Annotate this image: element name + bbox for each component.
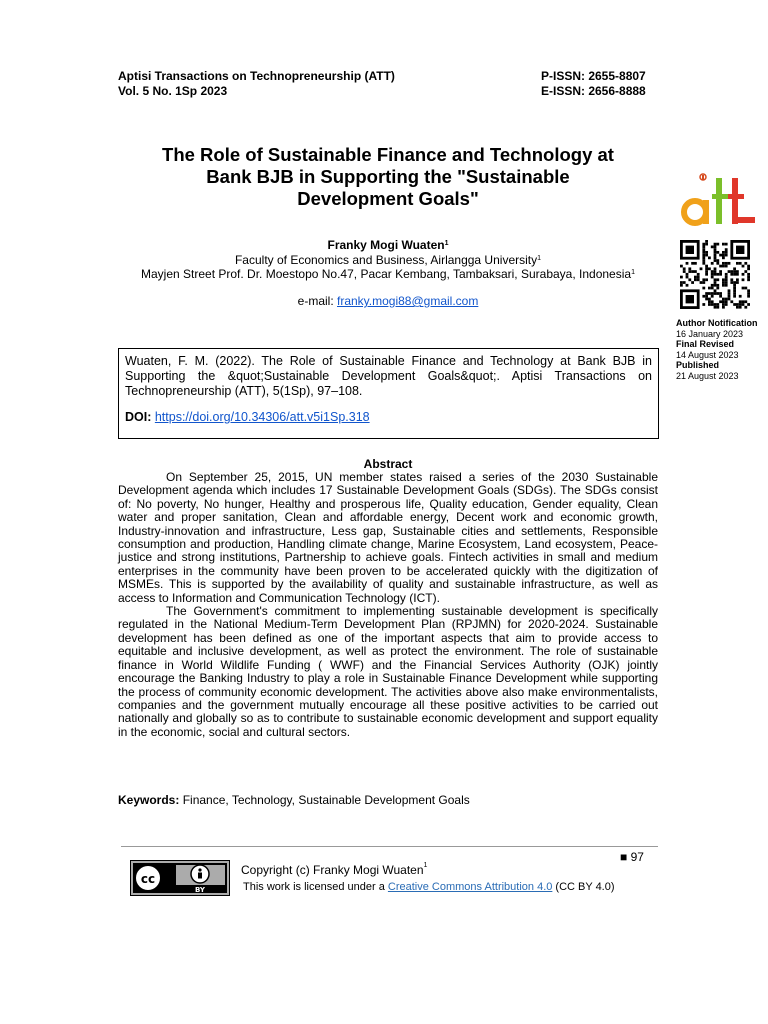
doi-link[interactable]: https://doi.org/10.34306/att.v5i1Sp.318 <box>154 410 370 424</box>
page-number: ■ 97 <box>620 850 644 864</box>
footer-divider <box>121 846 658 847</box>
keywords-text: Finance, Technology, Sustainable Development Goals <box>179 793 470 807</box>
author-sup: 1 <box>444 240 449 247</box>
revised-label: Final Revised <box>676 339 735 349</box>
abstract-paragraph-1: On September 25, 2015, UN member states raised a series of the 2030 Sustainable Development agenda which includes 17 Sustainable Development Goals (SDGs). The SDGs consist of: No poverty, No hunger, Healthy and prosperous life, Quality education, Gender equality, Clean water and proper sanitation, Clean and affordable energy, Decent work and economic growth, Industry-innovation and infrastructure, Less gap, Sustainable cities and settlements, Responsible consumption and production, Handling climate change, Marine Ecosystem, Land ecosystem, Peace-justice and strong institutions, Partnership to achieve goals. Fintech activities in small and medium enterprises in the community have been proven to be accelerated quickly with the digitization of MSMEs. This is supported by the availability of quality and sustainable infrastructure, as well as access to Information and Communication Technology (ICT). <box>118 470 658 605</box>
author-affiliation: Faculty of Economics and Business, Airlangga University <box>234 252 538 267</box>
issn-header <box>541 69 646 99</box>
cc-by-badge[interactable] <box>130 860 230 901</box>
title-line-2: Bank BJB in Supporting the "Sustainable <box>206 166 570 187</box>
abstract-body <box>118 471 658 739</box>
author-block <box>118 238 658 282</box>
license-suffix: (CC BY 4.0) <box>552 881 615 893</box>
logo-text: att <box>680 157 698 174</box>
license-prefix: This work is licensed under a <box>243 881 388 893</box>
published-date: 21 August 2023 <box>676 370 739 381</box>
author-address-line: Mayjen Street Prof. Dr. Moestopo No.47, Pacar Kembang, Tambaksari, Surabaya, Indonesia$^1$ <box>141 267 635 281</box>
license-line <box>243 881 615 893</box>
article-history <box>676 318 766 381</box>
keywords-line <box>118 793 470 807</box>
author-address: Mayjen Street Prof. Dr. Moestopo No.47, Pacar Kembang, Tambaksari, Surabaya, Indonesia <box>141 267 632 281</box>
email-label: e-mail: <box>297 294 337 308</box>
copyright-line <box>241 863 427 877</box>
author-name-line <box>118 238 658 253</box>
att-logo <box>680 157 758 235</box>
copyright-sup: 1 <box>423 862 428 869</box>
revised-date: 14 August 2023 <box>676 349 739 360</box>
qr-code <box>680 240 756 315</box>
copyright-text: Copyright (c) Franky Mogi Wuaten <box>241 863 424 877</box>
abstract-paragraph-2: The Government's commitment to implementing sustainable development is specifically regulated in the National Medium-Term Development Plan (RPJMN) for 2020-2024. Sustainable development has been defined as one of the important aspects that aim to provide access to equitable and inclusive development, as well as protect the environment. The role of sustainable finance in World Wildlife Funding ( WWF) and the Financial Services Authority (OJK) jointly encourage the Banking Industry to play a role in Sustainable Finance Development while supporting the process of community economic development. The activities above also make environmentalists, companies and the government mutually encourage all these positive activities to be carried out nationally and globally so as to contribute to sustainable economic development and support equality in the economic, social and cultural sectors. <box>118 604 658 739</box>
journal-name: Aptisi Transactions on Technopreneurship (ATT) <box>118 69 395 83</box>
citation-box <box>118 348 659 439</box>
journal-volume: Vol. 5 No. 1Sp 2023 <box>118 84 228 98</box>
doi-label: DOI: <box>125 410 155 424</box>
citation-text: Wuaten, F. M. (2022). The Role of Sustainable Finance and Technology at Bank BJB in Supporting the &quot;Sustainable Development Goals&quot;. Aptisi Transactions on Technopreneurship (ATT), 5(1Sp), 97–108. <box>125 354 652 398</box>
cc-license-icon <box>130 860 230 896</box>
att-logo-graphic <box>680 157 758 230</box>
author-name: Franky Mogi Wuaten <box>327 238 445 252</box>
title-line-3: Development Goals" <box>297 188 479 209</box>
author-affiliation-line: Faculty of Economics and Business, Airlangga University$^1$ <box>234 252 542 267</box>
paper-title <box>118 144 658 210</box>
abstract-heading: Abstract <box>363 457 413 471</box>
published-label: Published <box>676 360 720 370</box>
notification-label: Author Notification <box>676 318 758 328</box>
keywords-label: Keywords: <box>118 793 180 807</box>
qr-code-graphic <box>680 240 756 310</box>
license-link[interactable]: Creative Commons Attribution 4.0 <box>387 881 553 893</box>
cc-badge-label: BY <box>194 886 206 894</box>
doi-line <box>125 410 652 425</box>
email-line <box>118 294 658 308</box>
svg-text:cc: cc <box>140 872 156 886</box>
notification-date: 16 January 2023 <box>676 328 744 339</box>
eissn: E-ISSN: 2656-8888 <box>541 84 646 98</box>
pissn: P-ISSN: 2655-8807 <box>541 69 646 83</box>
email-link[interactable]: franky.mogi88@gmail.com <box>337 294 479 308</box>
journal-header <box>118 69 395 99</box>
title-line-1: The Role of Sustainable Finance and Technology at <box>162 144 614 165</box>
